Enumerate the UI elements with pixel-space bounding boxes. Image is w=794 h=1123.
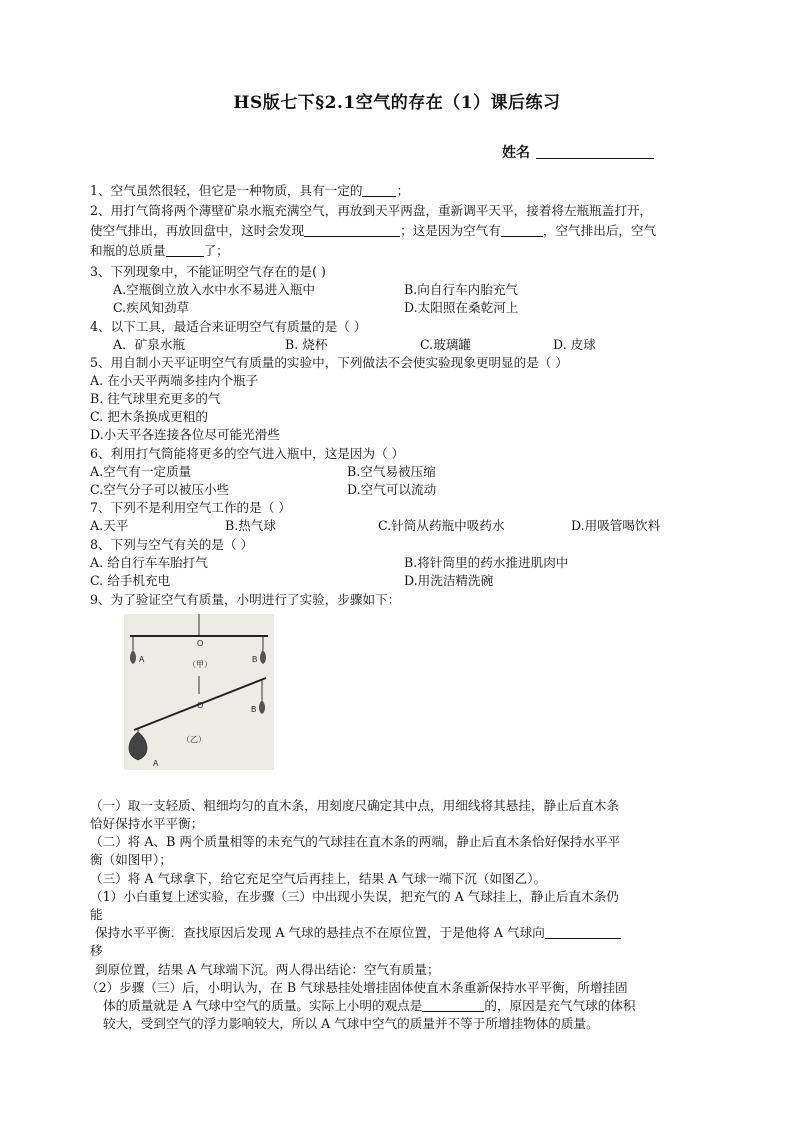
q6-option-b[interactable]: B.空气易被压缩 — [347, 464, 436, 479]
q5-option-d[interactable]: D.小天平各连接各位尽可能光滑些 — [90, 427, 280, 442]
question-3: 3、下列现象中，不能证明空气存在的是( ) — [90, 264, 326, 279]
balloon-a-deflated — [130, 650, 136, 664]
sub-q1-line-5: 到原位置，结果 A 气球端下沉。两人得出结论：空气有质量； — [95, 962, 440, 977]
balloon-a-inflated — [129, 732, 147, 760]
q2-text-a: 使空气排出，再放回盘中，这时会发现 — [90, 223, 305, 238]
q4-option-a[interactable]: A．矿泉水瓶 — [113, 337, 186, 352]
step-1-line-1: （一）取一支轻质、粗细均匀的直木条，用刻度尺确定其中点，用细线将其悬挂，静止后直木条 — [90, 798, 619, 813]
q6-option-a[interactable]: A.空气有一定质量 — [90, 464, 192, 479]
q6-option-d[interactable]: D.空气可以流动 — [347, 482, 437, 497]
step-1-line-2: 恰好保持水平平衡； — [90, 816, 204, 831]
q2-blank-1[interactable] — [304, 223, 400, 237]
bottom-pivot-label: O — [197, 701, 204, 710]
q8-option-c[interactable]: C. 给手机充电 — [90, 573, 171, 588]
q1-text: 1、空气虽然很轻，但它是一种物质，具有一定的 — [90, 183, 363, 198]
question-1 — [90, 182, 409, 200]
q7-option-d[interactable]: D.用吸管喝饮料 — [571, 518, 661, 533]
q4-option-b[interactable]: B. 烧杯 — [285, 337, 328, 352]
q7-option-c[interactable]: C.针筒从药瓶中吸药水 — [378, 518, 505, 533]
q2-text-d: 和瓶的总质量 — [90, 243, 166, 258]
q8-option-a[interactable]: A. 给自行车车胎打气 — [90, 555, 208, 570]
q2-text-b: ；这是因为空气有 — [400, 223, 501, 238]
question-2-line-1: 2、用打气筒将两个薄壁矿泉水瓶充满空气，再放到天平两盘，重新调平天平，接着将左瓶瓶盖打开， — [90, 203, 653, 218]
question-5: 5、用自制小天平证明空气有质量的实验中，下列做法不会使实验现象更明显的是（ ） — [90, 355, 568, 370]
sub-q2-line-1: （2）步骤（三）后，小明认为，在 B 气球悬挂处增挂固体使直木条重新保持水平平衡，所增挂固 — [86, 980, 628, 995]
sub-q2-blank[interactable] — [422, 998, 484, 1012]
q4-option-d[interactable]: D. 皮球 — [553, 337, 596, 352]
balance-experiment-figure — [124, 614, 274, 770]
q1-blank[interactable] — [362, 183, 396, 197]
sub-q1-line-2: 能 — [90, 907, 103, 922]
page-title: HS版七下§2.1空气的存在（1）课后练习 — [233, 93, 561, 113]
step-3: （三）将 A 气球拿下，给它充足空气后再挂上，结果 A 气球一端下沉（如图乙）。 — [90, 871, 547, 886]
q7-option-b[interactable]: B.热气球 — [225, 518, 277, 533]
q3-option-d[interactable]: D.太阳照在桑乾河上 — [404, 300, 519, 315]
caption-yi: （乙） — [182, 735, 206, 744]
q6-option-c[interactable]: C.空气分子可以被压小些 — [90, 482, 230, 497]
question-4: 4、以下工具，最适合来证明空气有质量的是（ ） — [90, 319, 367, 334]
balloon-b-bottom — [259, 700, 265, 714]
caption-jia: （甲） — [188, 660, 212, 669]
q7-option-a[interactable]: A.天平 — [90, 518, 129, 533]
q2-text-c: ，空气排出后，空气 — [542, 223, 657, 238]
question-2-line-2 — [90, 222, 656, 240]
sub-q2-text-b: 的，原因是充气气球的体积 — [484, 998, 636, 1013]
name-field — [502, 142, 654, 162]
q2-blank-3[interactable] — [166, 243, 204, 257]
question-2-line-3 — [90, 242, 229, 260]
q1-tail: ； — [396, 183, 410, 198]
sub-q1-line-4: 移 — [90, 943, 103, 958]
q4-option-c[interactable]: C.玻璃罐 — [420, 337, 471, 352]
name-blank[interactable] — [536, 144, 654, 159]
q2-text-e: 了； — [203, 243, 229, 258]
q5-option-a[interactable]: A. 在小天平两端多挂内个瓶子 — [90, 373, 259, 388]
sub-q1-blank[interactable] — [545, 925, 621, 939]
q8-option-b[interactable]: B.将针筒里的药水推进肌肉中 — [404, 555, 569, 570]
q8-option-d[interactable]: D.用洗洁精洗碗 — [404, 573, 494, 588]
question-6: 6、利用打气筒能将更多的空气进入瓶中，这是因为（ ） — [90, 446, 405, 461]
q3-option-b[interactable]: B.向自行车内胎充气 — [404, 282, 519, 297]
sub-q2-line-3: 较大，受到空气的浮力影响较大，所以 A 气球中空气的质量并不等于所增挂物体的质量。 — [103, 1016, 599, 1031]
q5-option-c[interactable]: C. 把木条换成更粗的 — [90, 409, 208, 424]
q2-blank-2[interactable] — [501, 223, 543, 237]
balance-diagram — [124, 614, 274, 770]
bottom-a-label: A — [153, 759, 159, 768]
question-9: 9、为了验证空气有质量，小明进行了实验，步骤如下： — [90, 592, 401, 607]
balloon-b-top — [260, 650, 266, 664]
top-b-label: B — [252, 655, 258, 664]
sub-q2-text-a: 体的质量就是 A 气球中空气的质量。实际上小明的观点是 — [103, 998, 423, 1013]
sub-q2-line-2 — [103, 997, 635, 1015]
step-2-line-1: （二）将 A、B 两个质量相等的未充气的气球挂在直木条的两端，静止后直木条恰好保持水平平 — [90, 834, 621, 849]
top-a-label: A — [139, 655, 145, 664]
top-pivot-label: O — [197, 639, 204, 648]
q5-option-b[interactable]: B. 往气球里充更多的气 — [90, 391, 221, 406]
q3-option-a[interactable]: A.空瓶倒立放入水中水不易进入瓶中 — [113, 282, 316, 297]
question-8: 8、下列与空气有关的是（ ） — [90, 537, 254, 552]
sub-q1-line-3 — [95, 924, 621, 942]
question-7: 7、下列不是利用空气工作的是（ ） — [90, 500, 291, 515]
name-label: 姓名 — [502, 145, 530, 161]
step-2-line-2: 衡（如图甲）； — [90, 852, 172, 867]
sub-q1-text: 保持水平平衡．查找原因后发现 A 气球的悬挂点不在原位置，于是他将 A 气球向 — [95, 925, 545, 940]
sub-q1-line-1: （1）小白重复上述实验，在步骤（三）中出现小失误，把充气的 A 气球挂上，静止后直木条仍 — [90, 889, 619, 904]
q3-option-c[interactable]: C.疾风知劲草 — [113, 300, 190, 315]
bottom-b-label: B — [251, 705, 257, 714]
